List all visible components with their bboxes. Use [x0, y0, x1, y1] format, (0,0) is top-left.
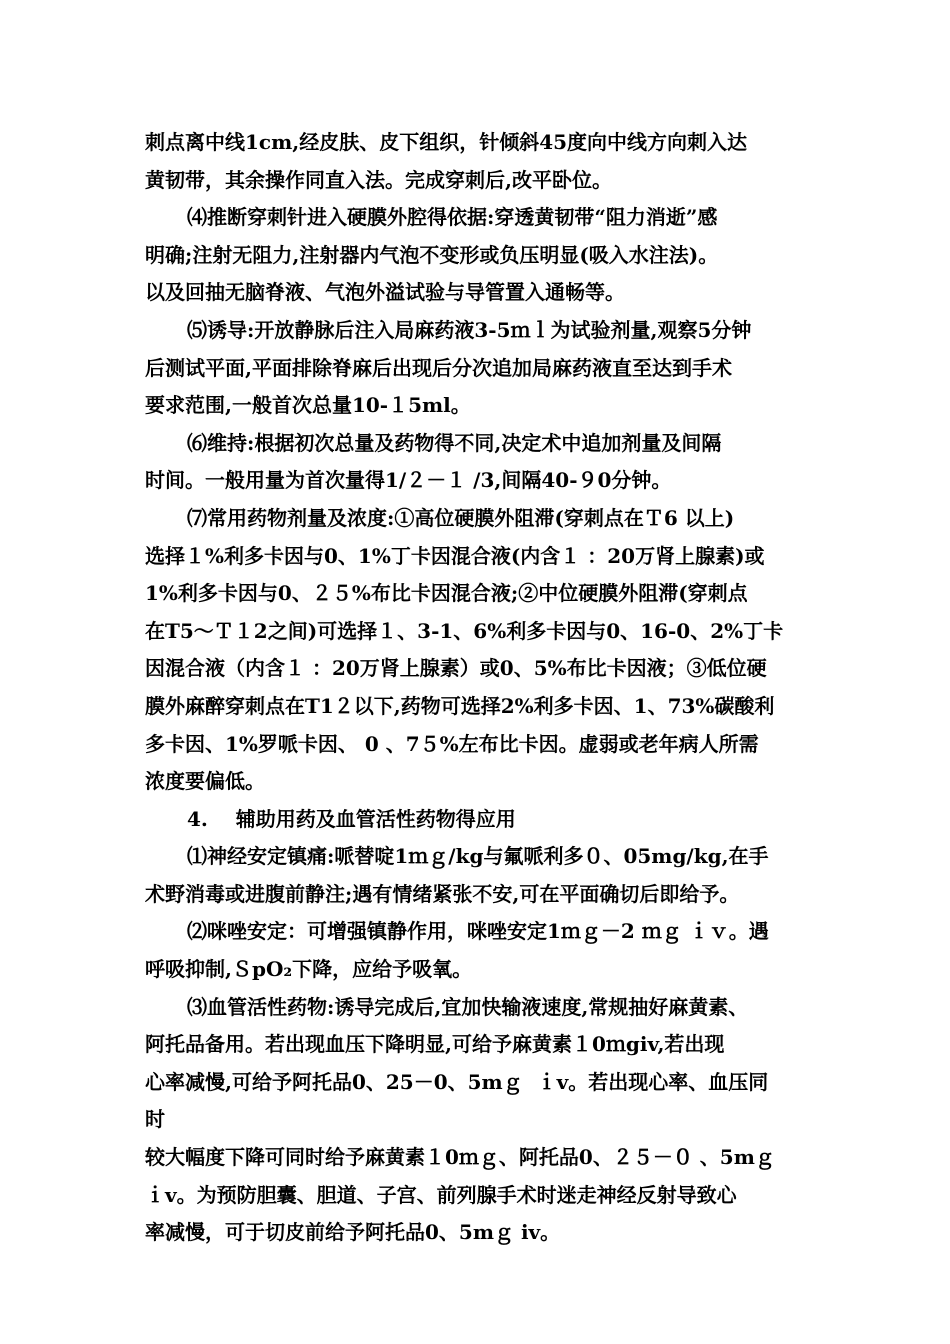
text-line: 4. 辅助用药及血管活性药物得应用 [187, 806, 516, 831]
text-line: 在T5～Ｔ１2之间)可选择１、3-1、6%利多卡因与0、16-0、2%丁卡 [145, 618, 784, 643]
text-line: 选择１%利多卡因与0、1%丁卡因混合液(内含１ ：20万肾上腺素)或 [145, 543, 765, 568]
text-line: ⑸诱导:开放静脉后注入局麻药液3-5ｍｌ为试验剂量,观察5分钟 [187, 317, 752, 342]
text-line: 率减慢，可于切皮前给予阿托品0、5mｇ iv。 [145, 1220, 561, 1245]
text-line: 时间。一般用量为首次量得1/２－１ /3,间隔40-９0分钟。 [145, 468, 672, 493]
document-page [145, 124, 815, 1252]
text-line: 以及回抽无脑脊液、气泡外溢试验与导管置入通畅等。 [145, 280, 625, 305]
text-line: ⑷推断穿刺针进入硬膜外腔得依据:穿透黄韧带“阻力消逝”感 [187, 205, 718, 230]
text-line: ⑺常用药物剂量及浓度:①高位硬膜外阻滞(穿刺点在Ｔ6 以上) [187, 505, 735, 530]
text-line: 刺点离中线1cm,经皮肤、皮下组织，针倾斜45度向中线方向刺入达 [145, 130, 748, 154]
text-line: 呼吸抑制,ＳpO₂下降，应给予吸氧。 [145, 957, 473, 982]
text-line: ⑴神经安定镇痛:哌替啶1ｍｇ/kg与氟哌利多０、05mg/kg,在手 [187, 844, 769, 869]
text-line: 阿托品备用。若出现血压下降明显,可给予麻黄素１0ｍgiv,若出现 [145, 1032, 725, 1057]
text-line: 后测试平面,平面排除脊麻后出现后分次追加局麻药液直至达到手术 [145, 355, 732, 380]
text-line: 多卡因、1%罗哌卡因、 0 、7５%左布比卡因。虚弱或老年病人所需 [145, 731, 759, 756]
text-line: 时 [145, 1107, 165, 1132]
text-line: 浓度要偏低。 [145, 769, 265, 794]
text-line: 1%利多卡因与0、２５%布比卡因混合液;②中位硬膜外阻滞(穿刺点 [145, 581, 748, 606]
text-line: 因混合液（内含１ ：20万肾上腺素）或0、5%布比卡因液；③低位硬 [145, 656, 767, 681]
text-line: 较大幅度下降可同时给予麻黄素１0ｍｇ、阿托品0、２５－０ 、5mｇ [145, 1145, 775, 1170]
text-line: ⑵咪唑安定：可增强镇静作用，咪唑安定1ｍｇ－2 ｍｇ ｉｖ。遇 [187, 919, 769, 944]
text-line: ⑶血管活性药物:诱导完成后,宜加快输液速度,常规抽好麻黄素、 [187, 994, 749, 1019]
text-line: 术野消毒或进腹前静注;遇有情绪紧张不安,可在平面确切后即给予。 [145, 881, 740, 906]
text-line: 黄韧带，其余操作同直入法。完成穿刺后,改平卧位。 [145, 167, 612, 192]
text-line: 明确;注射无阻力,注射器内气泡不变形或负压明显(吸入水注法)。 [145, 242, 719, 267]
text-line: 心率减慢,可给予阿托品0、25－0、5mｇ ｉv。若出现心率、血压同 [145, 1069, 769, 1094]
text-line: ｉv。为预防胆囊、胆道、子宫、前列腺手术时迷走神经反射导致心 [145, 1182, 737, 1207]
text-line: 要求范围,一般首次总量10-１5ml。 [145, 393, 471, 418]
text-line: ⑹维持:根据初次总量及药物得不同,决定术中追加剂量及间隔 [187, 430, 722, 455]
text-line: 膜外麻醉穿刺点在T1２以下,药物可选择2%利多卡因、1、73%碳酸利 [145, 693, 775, 718]
